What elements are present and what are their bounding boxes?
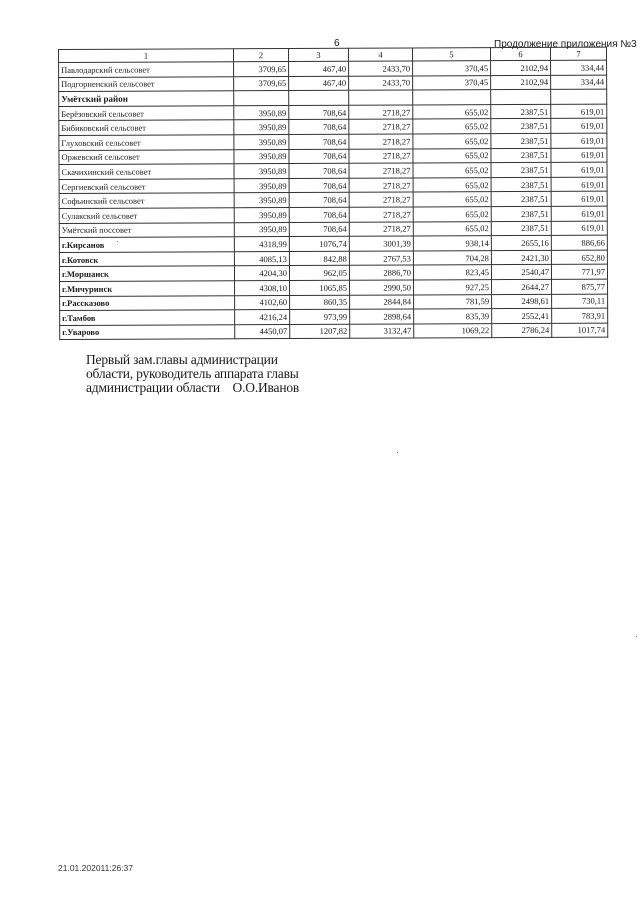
row-value: 2718,27 xyxy=(349,178,413,193)
row-value: 962,05 xyxy=(289,266,349,281)
row-value: 3950,89 xyxy=(234,134,289,149)
row-value: 2387,51 xyxy=(491,177,551,192)
row-name: г.Мичуринск xyxy=(60,281,235,296)
row-name: г.Тамбов xyxy=(60,310,235,325)
scan-speck xyxy=(397,452,398,453)
row-value: 708,64 xyxy=(289,134,349,149)
row-value: 2655,16 xyxy=(491,235,551,250)
table-body xyxy=(59,60,608,340)
row-value: 3950,89 xyxy=(234,149,289,164)
row-value: 927,25 xyxy=(414,280,492,295)
row-value: 2387,51 xyxy=(491,206,551,221)
row-value xyxy=(413,90,491,105)
scan-speck xyxy=(117,241,118,242)
row-value: 823,45 xyxy=(413,265,491,280)
row-value: 2387,51 xyxy=(491,148,551,163)
row-value: 2387,51 xyxy=(491,192,551,207)
row-value: 2886,70 xyxy=(349,265,413,280)
appendix-note: Продолжение приложения №3 xyxy=(494,39,637,50)
row-value: 2718,27 xyxy=(349,163,413,178)
row-value: 619,01 xyxy=(551,148,607,163)
row-name: Софьинский сельсовет xyxy=(59,193,234,208)
signature-line: области, руководитель аппарата главы xyxy=(86,366,299,381)
row-value: 886,66 xyxy=(551,235,607,250)
row-value: 4204,30 xyxy=(234,266,289,281)
print-timestamp: 21.01.202011:26:37 xyxy=(58,863,133,873)
row-value: 619,01 xyxy=(551,104,607,119)
row-value: 619,01 xyxy=(551,206,607,221)
signature-block xyxy=(86,353,299,395)
row-value: 2718,27 xyxy=(349,149,413,164)
row-value: 2387,51 xyxy=(491,119,551,134)
row-value: 2433,70 xyxy=(349,76,413,91)
row-value: 652,80 xyxy=(551,250,607,265)
row-value: 3950,89 xyxy=(234,207,289,222)
row-value: 835,39 xyxy=(414,309,492,324)
row-value: 2718,27 xyxy=(349,207,413,222)
row-name: Подгорненский сельсовет xyxy=(59,76,234,91)
row-value: 3709,65 xyxy=(234,61,289,76)
tariff-table xyxy=(58,47,608,341)
row-value: 3950,89 xyxy=(234,178,289,193)
row-value: 2421,30 xyxy=(491,250,551,265)
row-value: 619,01 xyxy=(551,162,607,177)
row-value: 3001,39 xyxy=(349,236,413,251)
row-value: 2718,27 xyxy=(349,192,413,207)
row-value: 781,59 xyxy=(414,294,492,309)
column-header: 6 xyxy=(490,47,550,60)
row-name: Скачихинский сельсовет xyxy=(59,164,234,179)
row-name: г.Котовск xyxy=(59,251,234,266)
row-name: Сергиевский сельсовет xyxy=(59,178,234,193)
row-value: 2898,64 xyxy=(350,309,414,324)
row-value: 938,14 xyxy=(413,236,491,251)
row-value xyxy=(551,89,607,104)
table-row xyxy=(60,323,608,340)
row-value: 467,40 xyxy=(289,61,349,76)
row-value: 2718,27 xyxy=(349,221,413,236)
row-value: 619,01 xyxy=(551,221,607,236)
row-value: 4216,24 xyxy=(235,310,290,325)
row-value xyxy=(289,90,349,105)
row-value: 704,28 xyxy=(413,250,491,265)
row-value: 1207,82 xyxy=(290,324,350,339)
row-value: 655,02 xyxy=(413,134,491,149)
row-value: 3950,89 xyxy=(234,222,289,237)
row-value: 2718,27 xyxy=(349,119,413,134)
row-value: 708,64 xyxy=(289,163,349,178)
row-value: 619,01 xyxy=(551,118,607,133)
row-value: 4085,13 xyxy=(234,251,289,266)
row-value: 370,45 xyxy=(413,75,491,90)
row-value: 730,11 xyxy=(552,294,608,309)
row-value: 4102,60 xyxy=(235,295,290,310)
row-value: 2387,51 xyxy=(491,133,551,148)
column-header: 4 xyxy=(348,48,412,61)
row-value: 4308,10 xyxy=(235,280,290,295)
row-value: 4450,07 xyxy=(235,324,290,339)
row-value: 842,88 xyxy=(289,251,349,266)
row-value: 3950,89 xyxy=(234,164,289,179)
row-value: 655,02 xyxy=(413,148,491,163)
row-value: 1076,74 xyxy=(289,236,349,251)
row-name: Оржевский сельсовет xyxy=(59,149,234,164)
row-value: 4318,99 xyxy=(234,237,289,252)
row-value: 467,40 xyxy=(289,76,349,91)
row-value: 783,91 xyxy=(552,308,608,323)
column-header: 7 xyxy=(550,47,606,60)
row-name: г.Моршанск xyxy=(59,266,234,281)
row-value: 2552,41 xyxy=(492,308,552,323)
row-name: г.Кирсанов xyxy=(59,237,234,252)
row-value: 3950,89 xyxy=(234,193,289,208)
row-value: 2102,94 xyxy=(491,75,551,90)
column-header: 2 xyxy=(234,48,289,61)
row-value: 334,44 xyxy=(551,75,607,90)
row-value: 619,01 xyxy=(551,133,607,148)
row-value xyxy=(349,90,413,105)
signature-line: Первый зам.главы администрации xyxy=(86,352,278,367)
row-value: 2387,51 xyxy=(491,163,551,178)
row-value: 708,64 xyxy=(289,207,349,222)
page-number: 6 xyxy=(334,38,340,49)
row-name: Берёзовский сельсовет xyxy=(59,106,234,121)
row-value: 334,44 xyxy=(551,60,607,75)
row-value: 3950,89 xyxy=(234,105,289,120)
column-header: 1 xyxy=(59,49,234,63)
row-value: 2433,70 xyxy=(349,61,413,76)
row-value: 3709,65 xyxy=(234,76,289,91)
row-name: Павлодарский сельсовет xyxy=(59,62,234,77)
row-name: Умётский район xyxy=(59,91,234,106)
row-value: 973,99 xyxy=(290,309,350,324)
row-value xyxy=(234,91,289,106)
row-value: 655,02 xyxy=(413,192,491,207)
row-name: Глуховский сельсовет xyxy=(59,135,234,150)
row-value: 619,01 xyxy=(551,191,607,206)
row-value: 655,02 xyxy=(413,104,491,119)
row-name: Сулакский сельсовет xyxy=(59,208,234,223)
column-header: 5 xyxy=(412,48,490,61)
row-value: 708,64 xyxy=(289,222,349,237)
row-value: 2102,94 xyxy=(491,60,551,75)
row-value: 655,02 xyxy=(413,221,491,236)
signature-line: администрации области О.О.Иванов xyxy=(86,380,300,395)
row-name: Умётский поссовет xyxy=(59,222,234,237)
row-value: 2786,24 xyxy=(492,323,552,338)
row-value: 2540,47 xyxy=(491,265,551,280)
row-value: 875,77 xyxy=(552,279,608,294)
scan-speck xyxy=(636,636,637,637)
row-value: 708,64 xyxy=(289,193,349,208)
row-value: 619,01 xyxy=(551,177,607,192)
row-value: 2767,53 xyxy=(349,251,413,266)
row-value: 708,64 xyxy=(289,178,349,193)
row-value: 708,64 xyxy=(289,105,349,120)
row-value: 2644,27 xyxy=(492,279,552,294)
row-value: 2387,51 xyxy=(491,104,551,119)
row-name: г.Рассказово xyxy=(60,295,235,310)
row-value: 655,02 xyxy=(413,207,491,222)
row-name: Бибиковский сельсовет xyxy=(59,120,234,135)
row-name: г.Уварово xyxy=(60,324,235,339)
row-value: 1069,22 xyxy=(414,323,492,338)
row-value: 2387,51 xyxy=(491,221,551,236)
row-value: 655,02 xyxy=(413,163,491,178)
row-value: 655,02 xyxy=(413,177,491,192)
row-value: 860,35 xyxy=(290,295,350,310)
row-value: 2498,61 xyxy=(492,294,552,309)
row-value: 370,45 xyxy=(413,61,491,76)
row-value: 1017,74 xyxy=(552,323,608,338)
row-value xyxy=(491,90,551,105)
row-value: 708,64 xyxy=(289,149,349,164)
column-header: 3 xyxy=(289,48,349,61)
row-value: 708,64 xyxy=(289,120,349,135)
row-value: 655,02 xyxy=(413,119,491,134)
row-value: 3132,47 xyxy=(350,324,414,339)
row-value: 3950,89 xyxy=(234,120,289,135)
row-value: 2718,27 xyxy=(349,134,413,149)
row-value: 2844,84 xyxy=(350,294,414,309)
row-value: 771,97 xyxy=(551,264,607,279)
row-value: 1065,85 xyxy=(290,280,350,295)
row-value: 2990,50 xyxy=(350,280,414,295)
row-value: 2718,27 xyxy=(349,105,413,120)
